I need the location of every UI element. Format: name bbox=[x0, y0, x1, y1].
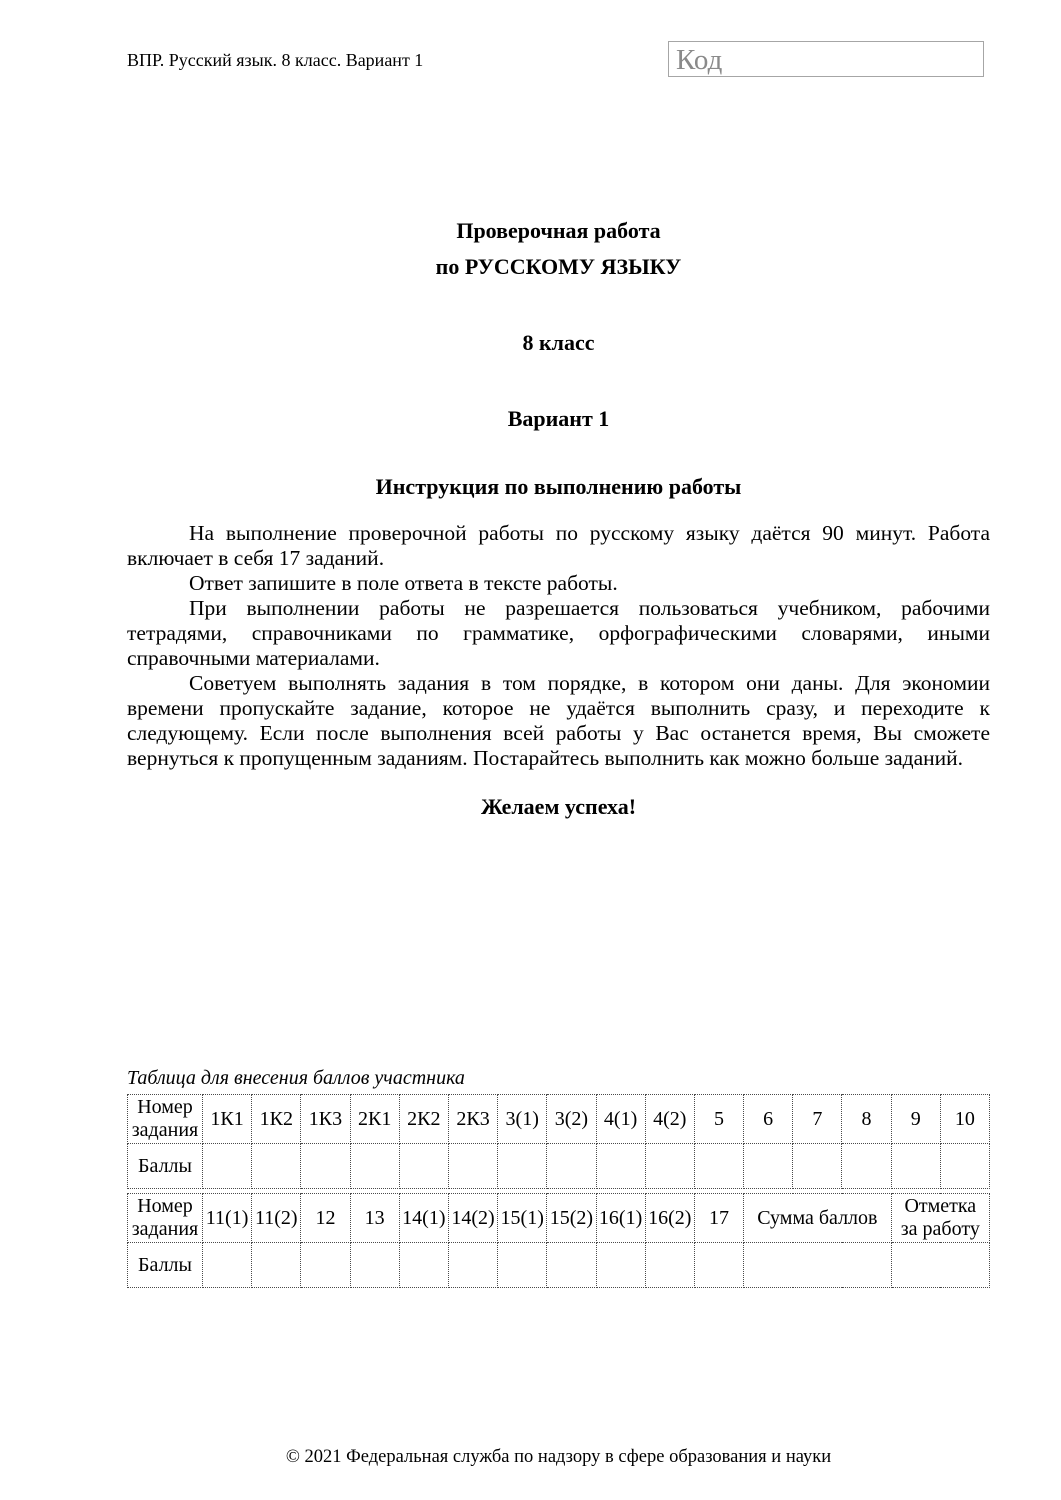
task-cell: 2К3 bbox=[448, 1095, 497, 1144]
table-row bbox=[128, 1194, 990, 1243]
points-cell bbox=[891, 1144, 940, 1189]
task-cell: 4(1) bbox=[596, 1095, 645, 1144]
points-cell bbox=[252, 1243, 301, 1288]
task-cell: 1К2 bbox=[252, 1095, 301, 1144]
score-table-top bbox=[127, 1094, 990, 1189]
table-row bbox=[128, 1243, 990, 1288]
header-title: ВПР. Русский язык. 8 класс. Вариант 1 bbox=[127, 50, 424, 70]
points-cell bbox=[203, 1243, 252, 1288]
instruction-paragraph: Ответ запишите в поле ответа в тексте работы. bbox=[189, 571, 618, 595]
points-cell bbox=[694, 1243, 743, 1288]
points-cell bbox=[842, 1144, 891, 1189]
points-cell bbox=[448, 1243, 497, 1288]
task-cell: 4(2) bbox=[645, 1095, 694, 1144]
points-cell bbox=[203, 1144, 252, 1189]
task-cell: 7 bbox=[793, 1095, 842, 1144]
task-cell: 2К2 bbox=[399, 1095, 448, 1144]
task-cell: 16(1) bbox=[596, 1194, 645, 1243]
code-box bbox=[668, 41, 984, 77]
task-cell: 9 bbox=[891, 1095, 940, 1144]
row-label-number: Номер задания bbox=[128, 1095, 203, 1144]
task-cell: 11(1) bbox=[203, 1194, 252, 1243]
points-cell bbox=[350, 1243, 399, 1288]
points-cell bbox=[940, 1144, 989, 1189]
table-row bbox=[128, 1095, 990, 1144]
grade-title: 8 класс bbox=[522, 330, 595, 355]
score-table-caption: Таблица для внесения баллов участника bbox=[127, 1067, 465, 1089]
points-cell bbox=[399, 1243, 448, 1288]
task-cell: 12 bbox=[301, 1194, 350, 1243]
row-label-number: Номер задания bbox=[128, 1194, 203, 1243]
task-cell: 3(1) bbox=[498, 1095, 547, 1144]
task-cell: 17 bbox=[694, 1194, 743, 1243]
points-cell bbox=[350, 1144, 399, 1189]
points-cell bbox=[744, 1144, 793, 1189]
points-cell bbox=[793, 1144, 842, 1189]
row-label-points: Баллы bbox=[128, 1243, 203, 1288]
points-cell bbox=[301, 1144, 350, 1189]
variant-title: Вариант 1 bbox=[507, 406, 610, 431]
table-row bbox=[128, 1144, 990, 1189]
sum-points-cell bbox=[744, 1243, 892, 1288]
task-cell: 16(2) bbox=[645, 1194, 694, 1243]
points-cell bbox=[252, 1144, 301, 1189]
subject-title: по РУССКОМУ ЯЗЫКУ bbox=[435, 254, 682, 279]
points-cell bbox=[301, 1243, 350, 1288]
points-cell bbox=[399, 1144, 448, 1189]
work-title: Проверочная работа bbox=[456, 218, 661, 243]
task-cell: 15(2) bbox=[547, 1194, 596, 1243]
task-cell: 8 bbox=[842, 1095, 891, 1144]
footer-copyright: © 2021 Федеральная служба по надзору в сфере образования и науки bbox=[285, 1447, 832, 1467]
task-cell: 15(1) bbox=[498, 1194, 547, 1243]
task-cell: 11(2) bbox=[252, 1194, 301, 1243]
instruction-paragraph: Советуем выполнять задания в том порядке, в котором они даны. Для экономии времени пропускайте задание, которое не удаётся выполнить сразу, и переходите к следующему. Если после выполнения всей работы у Вас останется время, Вы сможете вернуться к пропущенным заданиям. Постарайтесь выполнить как можно больше заданий. bbox=[127, 671, 990, 770]
instructions-body bbox=[127, 521, 990, 771]
points-cell bbox=[547, 1144, 596, 1189]
code-box-label: Код bbox=[676, 44, 723, 76]
points-cell bbox=[498, 1144, 547, 1189]
task-cell: 1К1 bbox=[203, 1095, 252, 1144]
task-cell: 6 bbox=[744, 1095, 793, 1144]
points-cell bbox=[596, 1243, 645, 1288]
task-cell: 5 bbox=[694, 1095, 743, 1144]
task-cell: 1К3 bbox=[301, 1095, 350, 1144]
instruction-paragraph: На выполнение проверочной работы по русскому языку даётся 90 минут. Работа включает в себя 17 заданий. bbox=[127, 521, 990, 570]
points-cell bbox=[498, 1243, 547, 1288]
task-cell: 13 bbox=[350, 1194, 399, 1243]
task-cell: 2К1 bbox=[350, 1095, 399, 1144]
wish-text: Желаем успеха! bbox=[480, 794, 637, 819]
sum-label-cell: Сумма баллов bbox=[744, 1194, 892, 1243]
row-label-points: Баллы bbox=[128, 1144, 203, 1189]
points-cell bbox=[596, 1144, 645, 1189]
mark-points-cell bbox=[891, 1243, 989, 1288]
points-cell bbox=[694, 1144, 743, 1189]
points-cell bbox=[448, 1144, 497, 1189]
task-cell: 3(2) bbox=[547, 1095, 596, 1144]
mark-label-cell: Отметка за работу bbox=[891, 1194, 989, 1243]
points-cell bbox=[645, 1144, 694, 1189]
task-cell: 10 bbox=[940, 1095, 989, 1144]
score-table-bottom bbox=[127, 1193, 990, 1288]
points-cell bbox=[645, 1243, 694, 1288]
points-cell bbox=[547, 1243, 596, 1288]
task-cell: 14(1) bbox=[399, 1194, 448, 1243]
task-cell: 14(2) bbox=[448, 1194, 497, 1243]
instruction-paragraph: При выполнении работы не разрешается пользоваться учебником, рабочими тетрадями, справочниками по грамматике, орфографическими словарями, иными справочными материалами. bbox=[127, 596, 990, 670]
instructions-heading: Инструкция по выполнению работы bbox=[375, 474, 742, 499]
